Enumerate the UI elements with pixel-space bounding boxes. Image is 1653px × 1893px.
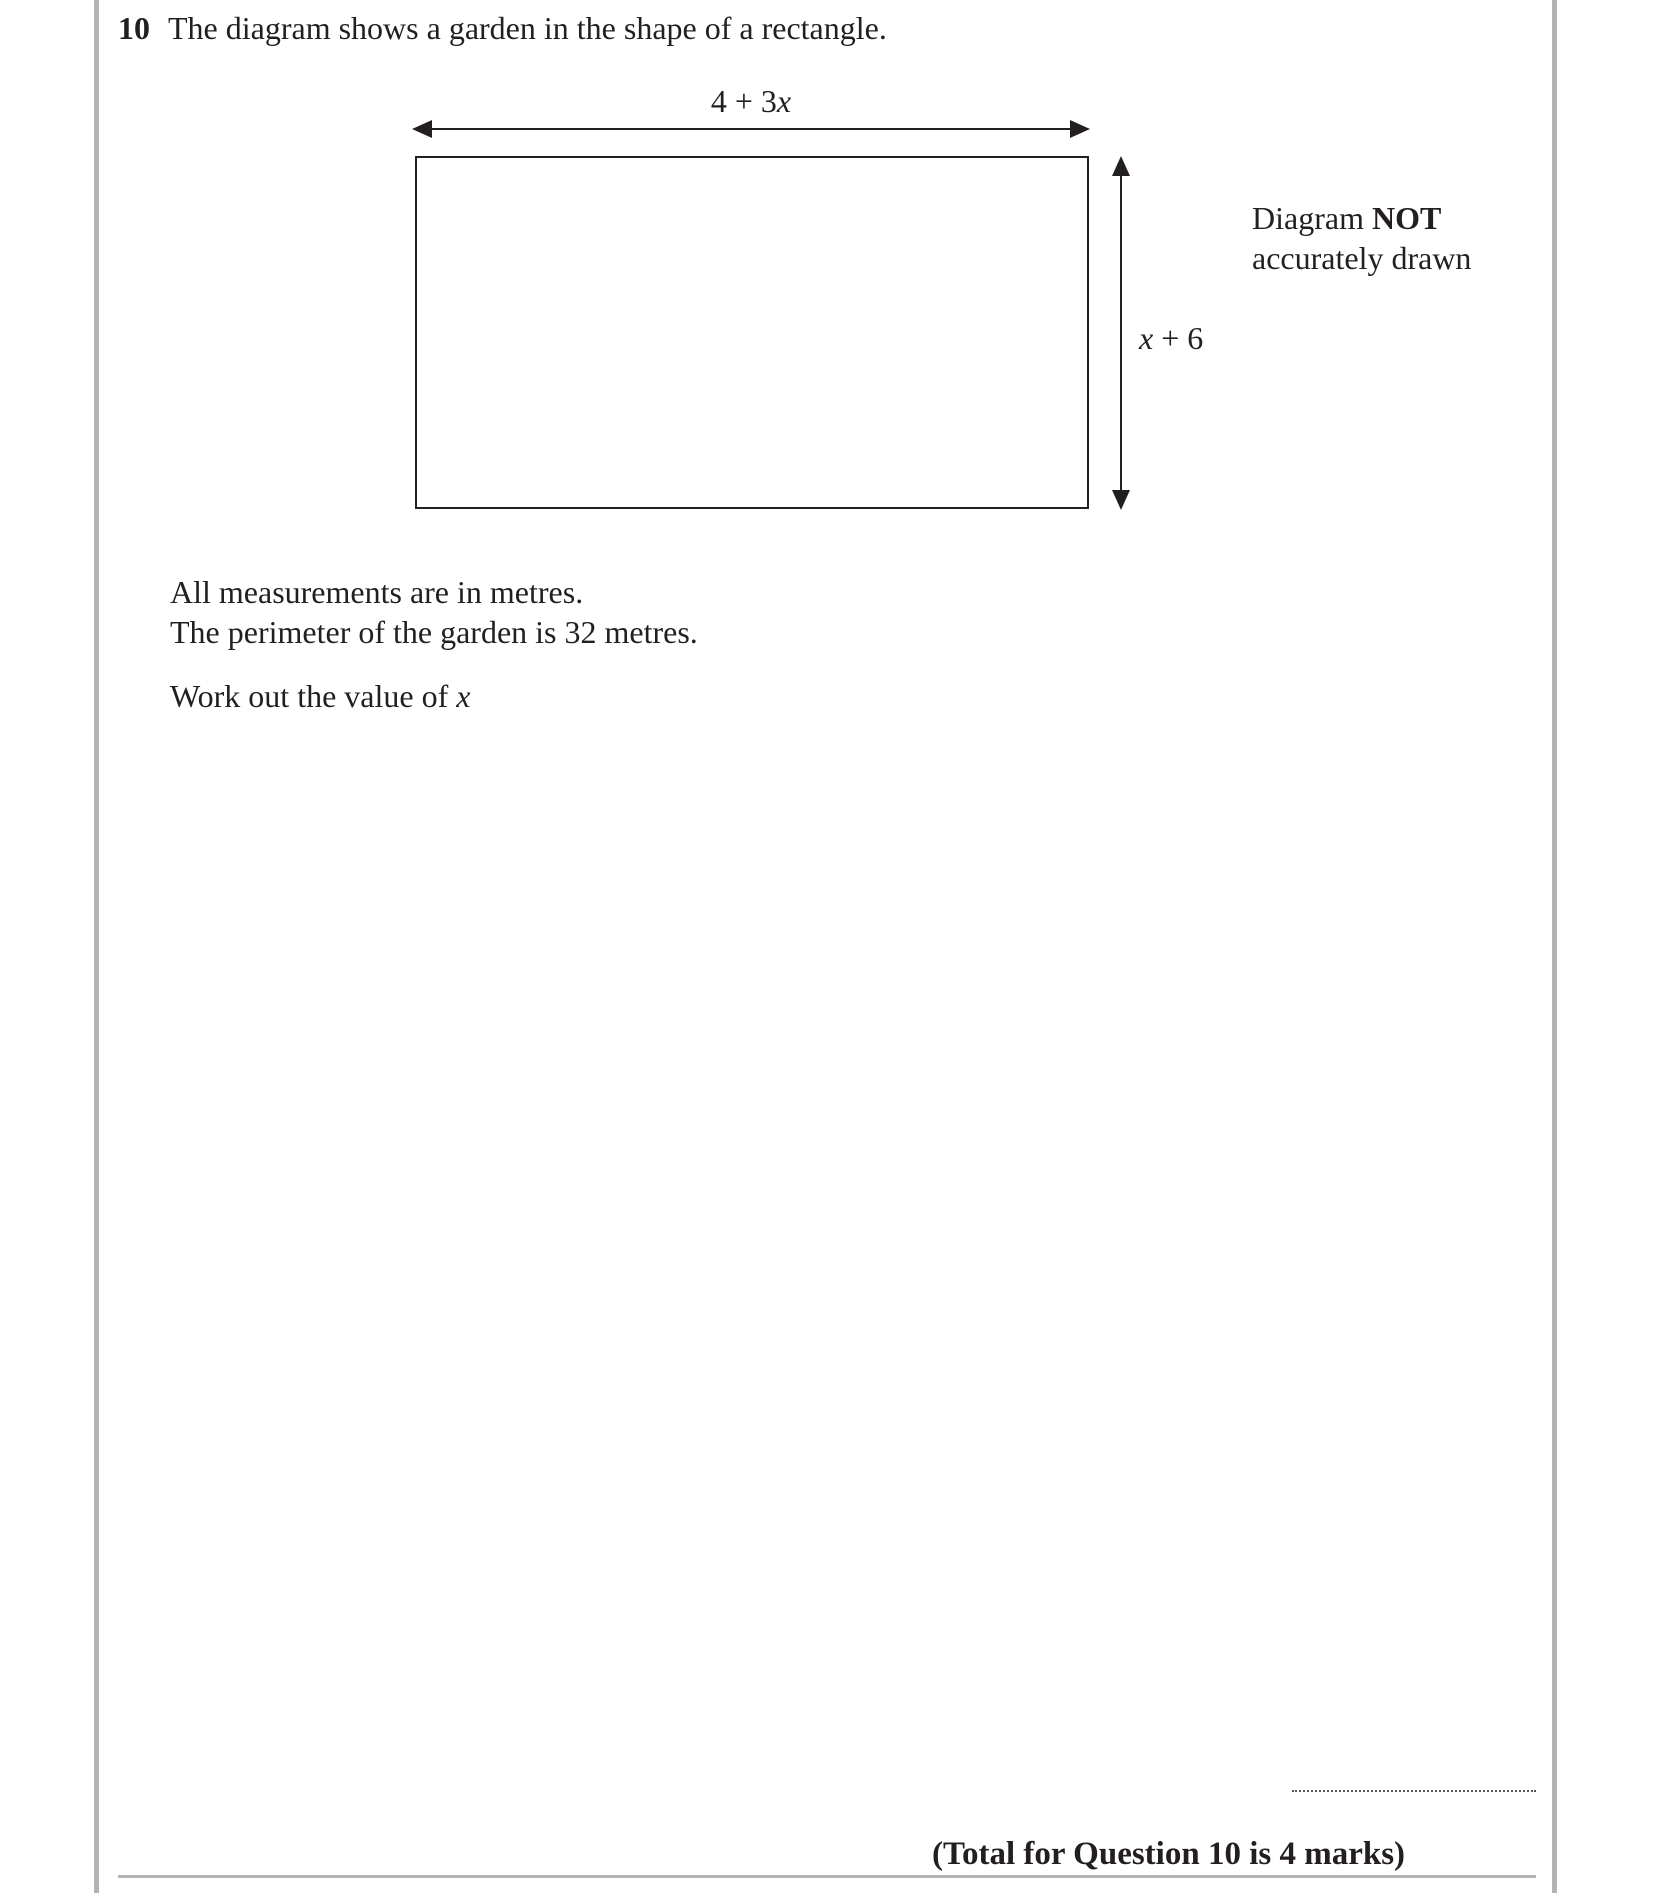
height-arrow-top-head xyxy=(1112,156,1130,176)
height-label: x + 6 xyxy=(1139,320,1204,356)
info-perimeter: The perimeter of the garden is 32 metres. xyxy=(170,614,698,650)
question-text: The diagram shows a garden in the shape of a rectangle. xyxy=(168,10,887,46)
garden-rectangle xyxy=(416,157,1088,508)
width-label: 4 + 3x xyxy=(710,83,792,119)
height-arrow-bottom-head xyxy=(1112,490,1130,510)
answer-line[interactable] xyxy=(1292,1790,1536,1792)
question-task: Work out the value of x xyxy=(170,678,471,714)
diagram-note-line1: Diagram NOT xyxy=(1252,200,1442,236)
diagram-note xyxy=(1252,198,1471,278)
question-total-marks: (Total for Question 10 is 4 marks) xyxy=(932,1836,1406,1872)
width-arrow-right-head xyxy=(1070,120,1090,138)
page-border-left xyxy=(94,0,99,1893)
bottom-rule xyxy=(118,1875,1536,1878)
garden-diagram xyxy=(400,70,1260,530)
question-number: 10 xyxy=(118,10,150,46)
diagram-note-line2: accurately drawn xyxy=(1252,240,1472,276)
width-arrow-left-head xyxy=(412,120,432,138)
question-info xyxy=(170,572,698,652)
question-heading xyxy=(118,8,887,48)
page-border-right xyxy=(1552,0,1557,1893)
info-measurements: All measurements are in metres. xyxy=(170,574,584,610)
